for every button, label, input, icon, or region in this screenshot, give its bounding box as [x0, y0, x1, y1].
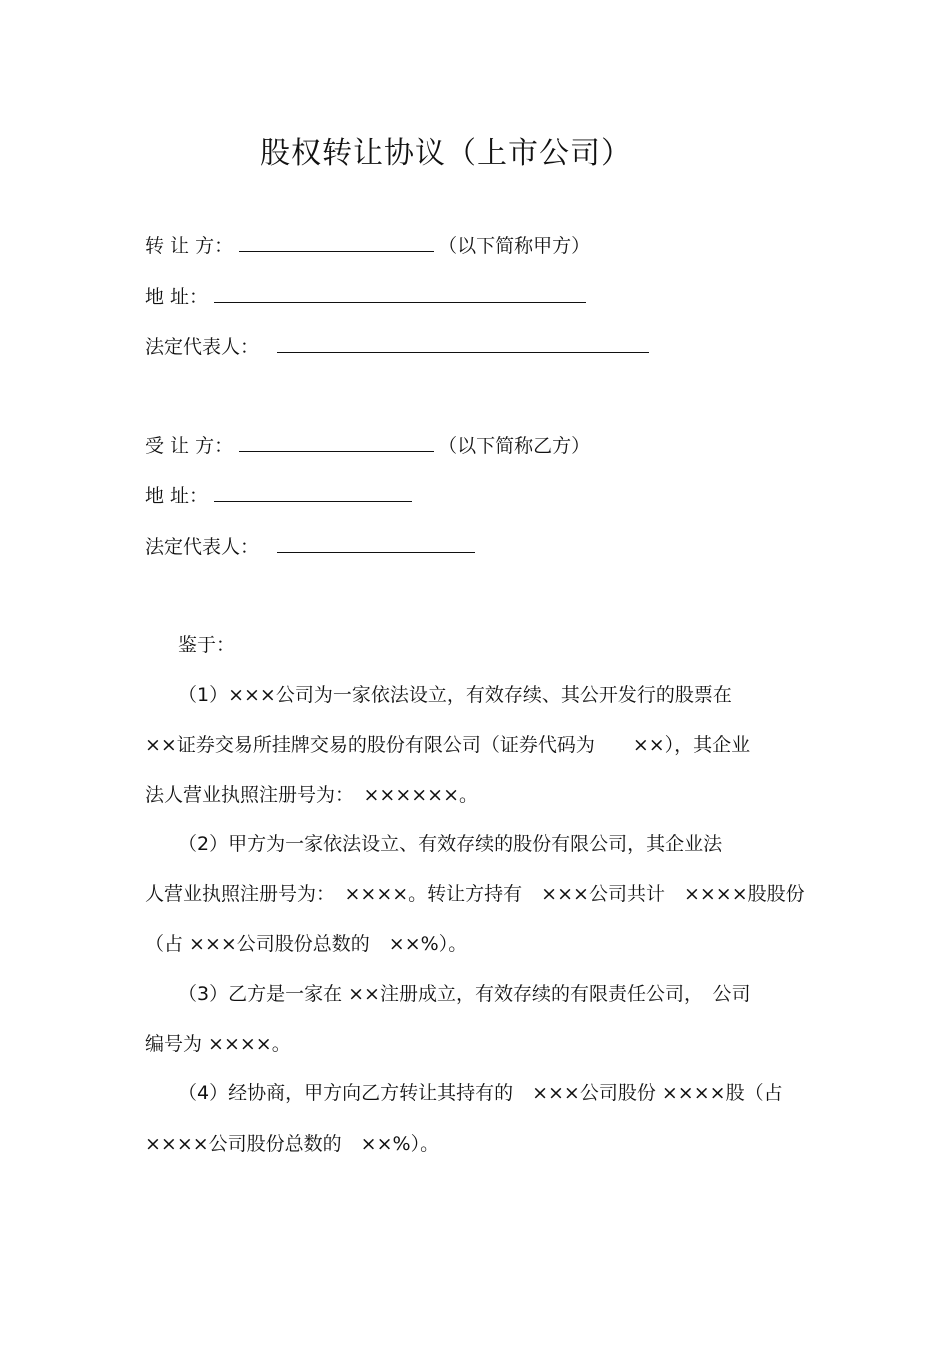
clause-1-line-2: ××证券交易所挂牌交易的股份有限公司（证券代码为 ××），其企业 [145, 734, 751, 756]
clause-2-line-3: （占 ×××公司股份总数的 ××%）。 [145, 933, 468, 955]
clause-1-line-1: （1）×××公司为一家依法设立，有效存续、其公开发行的股票在 [178, 684, 732, 706]
party-b-address-blank[interactable] [214, 480, 412, 502]
party-b-name-blank[interactable] [239, 430, 434, 452]
party-b-suffix: （以下简称乙方） [438, 435, 591, 457]
party-a-address-line [145, 281, 590, 311]
party-b-rep-blank[interactable] [277, 531, 475, 553]
clause-1-line-3: 法人营业执照注册号为： ××××××。 [145, 784, 479, 806]
party-a-rep-label: 法定代表人： [145, 336, 260, 358]
party-a-suffix: （以下简称甲方） [438, 235, 591, 257]
party-a-label: 转 让 方： [145, 235, 234, 257]
clause-3-line-1: （3）乙方是一家在 ××注册成立，有效存续的有限责任公司， 公司 [178, 983, 751, 1005]
document-title: 股权转让协议（上市公司） [260, 136, 632, 171]
whereas-heading: 鉴于： [178, 634, 236, 656]
clause-2-line-1: （2）甲方为一家依法设立、有效存续的股份有限公司，其企业法 [178, 833, 723, 855]
party-b-rep-label: 法定代表人： [145, 536, 260, 558]
party-a-rep-line [145, 331, 653, 361]
party-a-name-blank[interactable] [239, 230, 434, 252]
party-a-address-blank[interactable] [214, 281, 586, 303]
party-a-address-label: 地 址： [145, 286, 209, 308]
party-a-line [145, 230, 590, 260]
clause-4-line-2: ××××公司股份总数的 ××%）。 [145, 1133, 440, 1155]
party-b-address-label: 地 址： [145, 485, 209, 507]
clause-2-line-2: 人营业执照注册号为： ××××。转让方持有 ×××公司共计 ××××股股份 [145, 883, 805, 905]
party-b-label: 受 让 方： [145, 435, 234, 457]
party-b-address-line [145, 480, 416, 510]
party-b-line [145, 430, 590, 460]
clause-3-line-2: 编号为 ××××。 [145, 1033, 291, 1055]
clause-4-line-1: （4）经协商，甲方向乙方转让其持有的 ×××公司股份 ××××股（占 [178, 1082, 783, 1104]
party-b-rep-line [145, 531, 479, 561]
party-a-rep-blank[interactable] [277, 331, 649, 353]
